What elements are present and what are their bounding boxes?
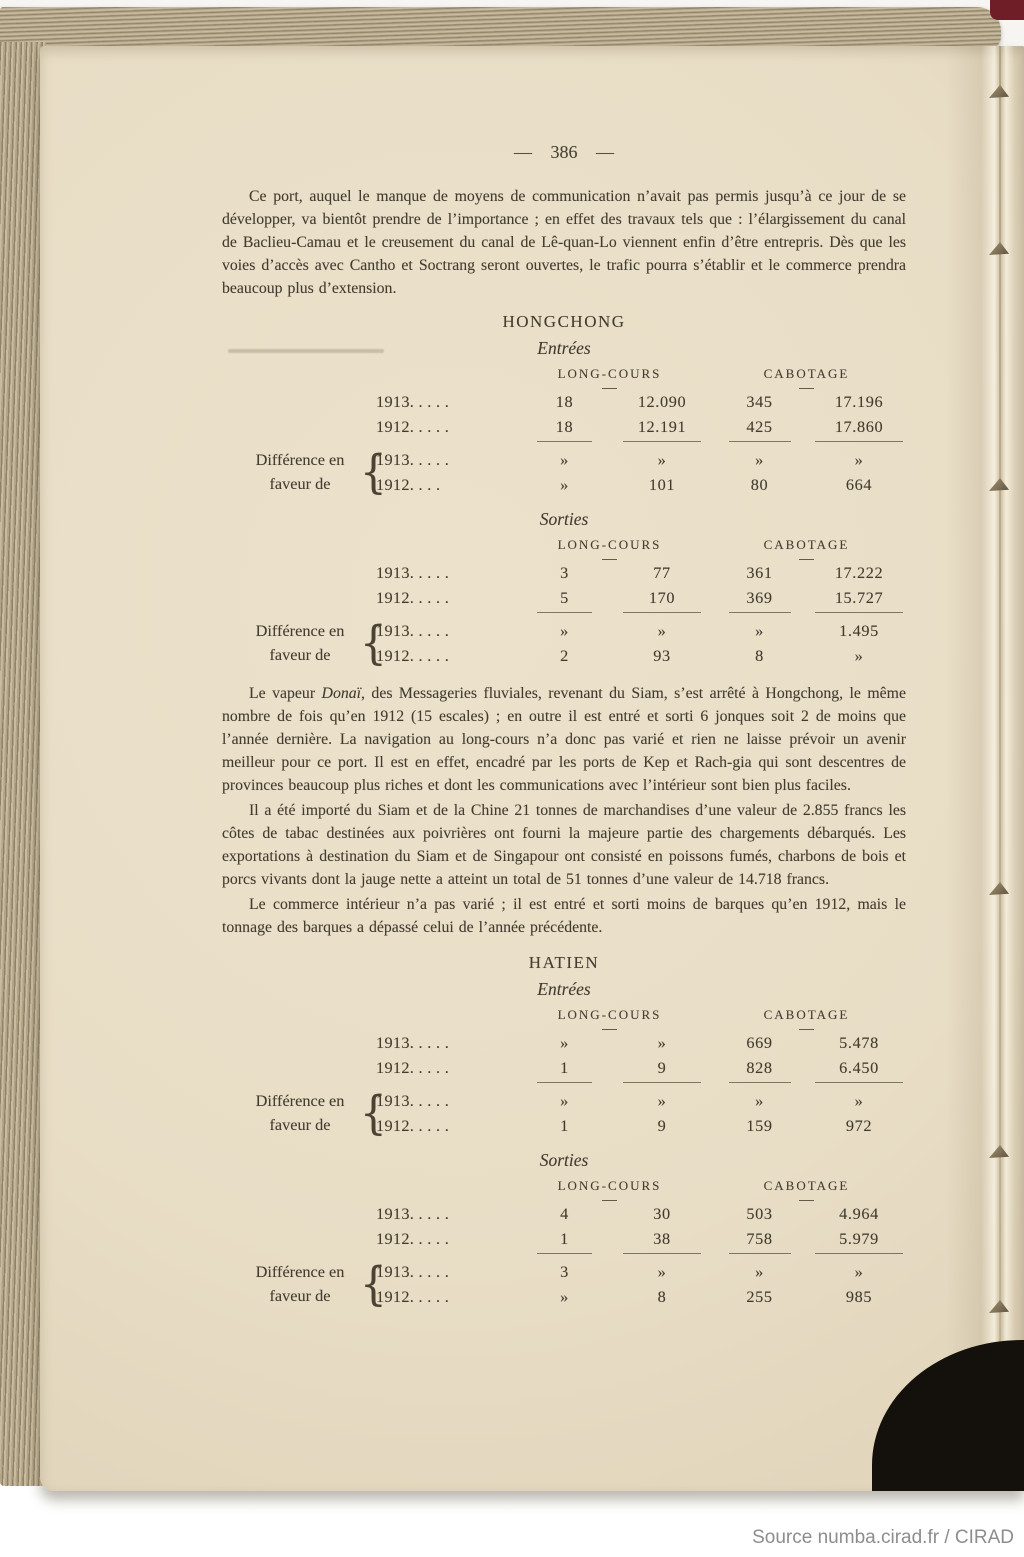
- cell: 1: [560, 1116, 569, 1135]
- cell: »: [854, 450, 864, 469]
- cell: 30: [653, 1204, 671, 1223]
- cell: 80: [750, 475, 769, 494]
- cell: 9: [657, 1058, 667, 1077]
- column-header-label: LONG-COURS: [557, 537, 662, 552]
- column-group-cabotage: [707, 1177, 906, 1201]
- cell: »: [560, 1287, 569, 1306]
- book-top-page-edges: [0, 7, 1001, 49]
- table-subtitle: Sorties: [539, 1150, 589, 1170]
- table-row-1912: [222, 1055, 906, 1080]
- column-rule: [815, 441, 903, 442]
- cell: 6.450: [839, 1058, 879, 1077]
- cell: 15.727: [834, 588, 884, 607]
- cell: 93: [653, 646, 671, 665]
- binding-notch: [989, 242, 1009, 255]
- section-title-hongchong: HONGCHONG: [502, 312, 626, 331]
- cell: »: [854, 1091, 864, 1110]
- hongchong-paragraph-2: Il a été importé du Siam et de la Chine 21 tonnes de marchandises d’une valeur de 2.855 francs les côtes de tabac destinées aux poivrières ont fourni la majeure partie des chargements débarqués. Les exportations à destination du Siam et de Singapour ont consisté en poissons fumés, charbons de bois et porcs vivants dont la jauge nette a atteint un total de 51 tonnes d’une valeur de 14.718 francs.: [222, 802, 906, 888]
- column-rules: [222, 1080, 906, 1088]
- cell: 12.090: [637, 392, 687, 411]
- cell: »: [657, 1262, 667, 1281]
- cell: 369: [746, 588, 773, 607]
- brace-glyph: {: [360, 615, 387, 670]
- row-label: 1912. . . .: [376, 475, 441, 494]
- stats-table-hongchong-sorties: [222, 509, 906, 668]
- cell: »: [657, 450, 667, 469]
- table-column-headers: [222, 365, 906, 389]
- column-header-label: LONG-COURS: [557, 1178, 662, 1193]
- cell: 4: [560, 1204, 569, 1223]
- column-group-cabotage: [707, 365, 906, 389]
- column-rule: [815, 612, 903, 613]
- cell: »: [755, 621, 764, 640]
- row-label: 1912. . . . .: [376, 1287, 450, 1306]
- paragraph-text: Le vapeur: [249, 685, 322, 702]
- table-column-headers: [222, 536, 906, 560]
- column-rule: [815, 1253, 903, 1254]
- source-caption: Source numba.cirad.fr / CIRAD: [752, 1527, 1014, 1548]
- binding-notch: [989, 882, 1009, 895]
- hongchong-paragraph-3: Le commerce intérieur n’a pas varié ; il est entré et sorti moins de barques qu’en 1912, mais le tonnage des barques a dépassé celui de l’année précédente.: [222, 896, 906, 936]
- row-label: 1913. . . . .: [376, 1033, 450, 1052]
- cell: 170: [648, 588, 676, 607]
- column-rules: [222, 610, 906, 618]
- cell: 361: [746, 563, 773, 582]
- column-rule: [729, 1082, 791, 1083]
- cell: 255: [746, 1287, 773, 1306]
- cell: 12.191: [637, 417, 687, 436]
- column-rules: [222, 439, 906, 447]
- row-label: 1913. . . . .: [376, 392, 450, 411]
- row-label: 1912. . . . .: [376, 1116, 450, 1135]
- cell: 425: [746, 417, 773, 436]
- cell: 1: [560, 1229, 569, 1248]
- cell: »: [657, 1091, 667, 1110]
- cell: 8: [755, 646, 764, 665]
- column-header-label: CABOTAGE: [763, 366, 850, 381]
- difference-caption-line2: faveur de: [269, 645, 331, 664]
- cell: 985: [845, 1287, 873, 1306]
- cell: 3: [560, 1262, 569, 1281]
- column-rule: [623, 441, 701, 442]
- difference-caption-line1: Différence en: [255, 1091, 345, 1110]
- paragraph-text: , des Messageries fluviales, revenant du Siam, s’est arrêté à Hongchong, le même nombre de fois qu’en 1912 (15 escales) ; en outre il est entré et sorti 6 jonques soit 2 de moins que l’année dernière. La navigation au long-cours n’a donc pas varié et rien ne laisse prévoir un avenir meilleur pour ce port. Il est en effet, encadré par les ports de Kep et Rach-gia qui sont descentres de provinces beaucoup plus riches et dont les communications avec l’intérieur sont bien plus faciles.: [222, 685, 906, 794]
- column-group-cabotage: [707, 536, 906, 560]
- book-cover-red-corner: [990, 0, 1024, 20]
- difference-block: [222, 1256, 906, 1311]
- difference-caption-line2: faveur de: [269, 1286, 331, 1305]
- cell: 5.979: [839, 1229, 879, 1248]
- cell: »: [560, 1033, 569, 1052]
- column-rule: [537, 1082, 592, 1083]
- column-rule: [623, 612, 701, 613]
- cell: 5.478: [839, 1033, 879, 1052]
- cell: »: [854, 1262, 864, 1281]
- row-label: 1912. . . . .: [376, 588, 450, 607]
- table-subtitle: Entrées: [537, 979, 591, 999]
- page-surface: [40, 46, 1024, 1491]
- column-group-long-cours: [512, 536, 707, 560]
- cell: 828: [746, 1058, 773, 1077]
- stats-table-hatien-entrees: [222, 979, 906, 1138]
- row-label: 1912. . . . .: [376, 417, 450, 436]
- difference-block: [222, 1085, 906, 1140]
- table-row-1913: [222, 1201, 906, 1226]
- binding-gutter-shading: [946, 46, 1024, 1491]
- cell: 4.964: [839, 1204, 879, 1223]
- cell: 18: [555, 392, 574, 411]
- header-spacer: [222, 1177, 512, 1201]
- row-label: 1912. . . . .: [376, 1229, 450, 1248]
- column-group-cabotage: [707, 1006, 906, 1030]
- stats-table-hatien-sorties: [222, 1150, 906, 1309]
- column-group-long-cours: [512, 365, 707, 389]
- cell: 664: [845, 475, 873, 494]
- table-row-1912: [222, 585, 906, 610]
- column-header-label: CABOTAGE: [763, 1178, 850, 1193]
- column-rule: [815, 1082, 903, 1083]
- page-content: [222, 46, 906, 1309]
- cell: »: [755, 450, 764, 469]
- cell: 17.860: [834, 417, 884, 436]
- difference-caption: [234, 448, 366, 496]
- column-rule: [537, 612, 592, 613]
- table-row-1913: [222, 389, 906, 414]
- column-group-long-cours: [512, 1006, 707, 1030]
- table-subtitle: Entrées: [537, 338, 591, 358]
- cell: 345: [746, 392, 773, 411]
- cell: 5: [560, 588, 569, 607]
- difference-caption: [234, 1260, 366, 1308]
- cell: 972: [845, 1116, 873, 1135]
- brace-glyph: {: [360, 1085, 387, 1140]
- cell: 77: [653, 563, 671, 582]
- cell: 159: [746, 1116, 773, 1135]
- cell: 8: [657, 1287, 667, 1306]
- cell: »: [560, 1091, 569, 1110]
- cell: 17.196: [834, 392, 884, 411]
- cell: 1.495: [839, 621, 879, 640]
- cell: »: [560, 621, 569, 640]
- difference-caption-line2: faveur de: [269, 1115, 331, 1134]
- binding-notch: [989, 85, 1009, 98]
- column-rule: [537, 441, 592, 442]
- row-label: 1913. . . . .: [376, 563, 450, 582]
- row-label: 1912. . . . .: [376, 646, 450, 665]
- stats-table-hongchong-entrees: [222, 338, 906, 497]
- cell: 2: [560, 646, 569, 665]
- column-rule: [537, 1253, 592, 1254]
- cell: »: [657, 621, 667, 640]
- table-row-1913: [222, 560, 906, 585]
- intro-paragraph: Ce port, auquel le manque de moyens de communication n’avait pas permis jusqu’à ce jour de se développer, va bientôt prendre de l’importance ; en effet des travaux tels que : l’élargissement du canal de Baclieu-Camau et le creusement du canal de Lê-quan-Lo viennent enfin d’être entrepris. Dès que les voies d’accès avec Cantho et Soctrang seront ouvertes, le trafic pourra s’établir et le commerce prendra beaucoup plus d’extension.: [222, 188, 906, 297]
- cell: 758: [746, 1229, 773, 1248]
- section-title-hatien: HATIEN: [528, 953, 600, 972]
- difference-caption: [234, 1089, 366, 1137]
- difference-block: [222, 444, 906, 499]
- cell: »: [755, 1262, 764, 1281]
- difference-caption-line1: Différence en: [255, 1262, 345, 1281]
- cell: 9: [657, 1116, 667, 1135]
- column-rule: [729, 612, 791, 613]
- column-rule: [729, 441, 791, 442]
- brace-glyph: {: [360, 1256, 387, 1311]
- table-column-headers: [222, 1006, 906, 1030]
- difference-block: [222, 615, 906, 670]
- cell: 1: [560, 1058, 569, 1077]
- row-label: 1913. . . . .: [376, 1091, 450, 1110]
- header-spacer: [222, 365, 512, 389]
- cell: »: [560, 450, 569, 469]
- binding-crease: [999, 46, 1001, 1491]
- table-subtitle: Sorties: [539, 509, 589, 529]
- row-label: 1913. . . . .: [376, 1262, 450, 1281]
- cell: »: [854, 646, 864, 665]
- table-row-1913: [222, 1030, 906, 1055]
- cell: 38: [653, 1229, 671, 1248]
- row-label: 1913. . . . .: [376, 621, 450, 640]
- row-label: 1912. . . . .: [376, 1058, 450, 1077]
- binding-notch: [989, 478, 1009, 491]
- column-rule: [729, 1253, 791, 1254]
- row-label: 1913. . . . .: [376, 1204, 450, 1223]
- cell: 669: [746, 1033, 773, 1052]
- column-rules: [222, 1251, 906, 1259]
- cell: »: [657, 1033, 667, 1052]
- column-header-label: CABOTAGE: [763, 537, 850, 552]
- row-label: 1913. . . . .: [376, 450, 450, 469]
- cell: 503: [746, 1204, 773, 1223]
- column-header-label: LONG-COURS: [557, 366, 662, 381]
- table-row-1912: [222, 1226, 906, 1251]
- page-number: — 386 —: [514, 142, 614, 162]
- difference-caption: [234, 619, 366, 667]
- binding-notch: [989, 1145, 1009, 1158]
- header-spacer: [222, 536, 512, 560]
- difference-caption-line1: Différence en: [255, 621, 345, 640]
- brace-glyph: {: [360, 444, 387, 499]
- hongchong-paragraph-1: [222, 682, 906, 797]
- cell: 101: [648, 475, 676, 494]
- cell: 17.222: [834, 563, 884, 582]
- table-row-1912: [222, 414, 906, 439]
- vessel-name: Donaï: [321, 685, 362, 702]
- cell: 3: [560, 563, 569, 582]
- column-header-label: LONG-COURS: [557, 1007, 662, 1022]
- cell: »: [755, 1091, 764, 1110]
- column-group-long-cours: [512, 1177, 707, 1201]
- difference-caption-line2: faveur de: [269, 474, 331, 493]
- table-column-headers: [222, 1177, 906, 1201]
- cell: 18: [555, 417, 574, 436]
- cell: »: [560, 475, 569, 494]
- column-rule: [623, 1082, 701, 1083]
- difference-caption-line1: Différence en: [255, 450, 345, 469]
- column-header-label: CABOTAGE: [763, 1007, 850, 1022]
- book-cover-black-corner: [872, 1340, 1024, 1491]
- binding-notch: [989, 1300, 1009, 1313]
- column-rule: [623, 1253, 701, 1254]
- header-spacer: [222, 1006, 512, 1030]
